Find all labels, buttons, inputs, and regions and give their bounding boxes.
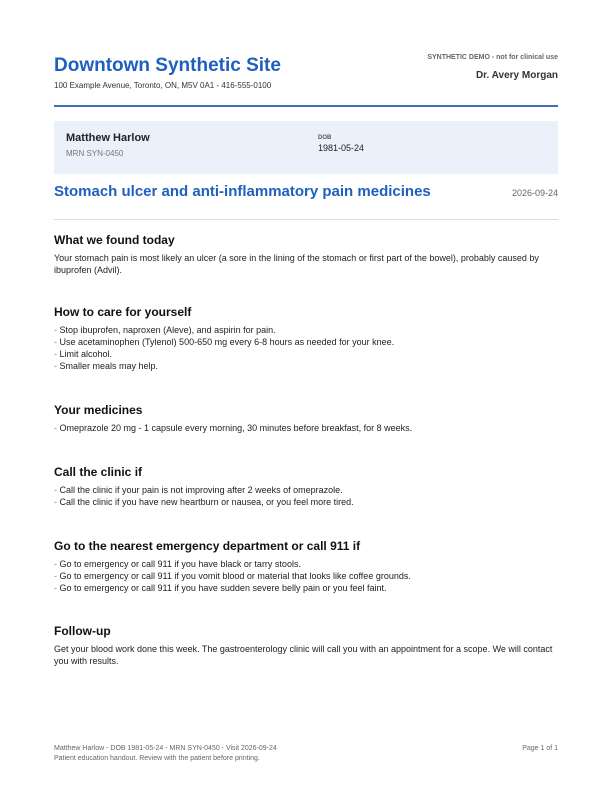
title-divider bbox=[54, 219, 558, 220]
bullet-dash: - bbox=[54, 497, 60, 507]
patient-info-box bbox=[54, 121, 558, 174]
bullet-dash: - bbox=[54, 423, 60, 433]
section-medicines bbox=[54, 403, 558, 434]
site-address: 100 Example Avenue, Toronto, ON, M5V 0A1 - 416-555-0100 bbox=[54, 81, 272, 90]
document-date: 2026-09-24 bbox=[511, 188, 558, 198]
list-item-text: Call the clinic if you have new heartburn or nausea, or you feel more tired. bbox=[59, 497, 354, 507]
list-item-text: Go to emergency or call 911 if you vomit blood or material that looks like coffee grounds. bbox=[59, 571, 411, 581]
bullet-dash: - bbox=[54, 361, 60, 371]
list-item-text: Go to emergency or call 911 if you have sudden severe belly pain or you feel faint. bbox=[59, 583, 387, 593]
section-heading: What we found today bbox=[54, 233, 175, 247]
list-item bbox=[54, 360, 558, 372]
bullet-dash: - bbox=[54, 559, 60, 569]
section-follow-up bbox=[54, 624, 558, 667]
list-item bbox=[54, 422, 558, 434]
bullet-dash: - bbox=[54, 325, 60, 335]
list-item-text: Call the clinic if your pain is not improving after 2 weeks of omeprazole. bbox=[59, 485, 343, 495]
bullet-dash: - bbox=[54, 349, 60, 359]
section-heading: Follow-up bbox=[54, 624, 111, 638]
emergency-list bbox=[54, 558, 558, 594]
doctor-name: Dr. Avery Morgan bbox=[475, 70, 558, 81]
list-item-text: Use acetaminophen (Tylenol) 500-650 mg every 6-8 hours as needed for your knee. bbox=[59, 337, 395, 347]
section-self-care bbox=[54, 305, 558, 372]
footer-patient-line: Matthew Harlow - DOB 1981-05-24 - MRN SYN-0450 - Visit 2026-09-24 bbox=[54, 745, 277, 752]
medicine-list bbox=[54, 422, 558, 434]
care-list bbox=[54, 324, 558, 372]
section-heading: Your medicines bbox=[54, 403, 143, 417]
list-item-text: Limit alcohol. bbox=[59, 349, 113, 359]
list-item bbox=[54, 324, 558, 336]
list-item bbox=[54, 558, 558, 570]
list-item-text: Omeprazole 20 mg - 1 capsule every morning, 30 minutes before breakfast, for 8 weeks. bbox=[59, 423, 413, 433]
page-number: Page 1 of 1 bbox=[522, 745, 558, 752]
section-text: Get your blood work done this week. The gastroenterology clinic will call you with an appointment for a scope. We will contact you with results. bbox=[54, 644, 553, 666]
list-item-text: Go to emergency or call 911 if you have black or tarry stools. bbox=[59, 559, 301, 569]
bullet-dash: - bbox=[54, 337, 60, 347]
section-heading: Call the clinic if bbox=[54, 465, 143, 479]
list-item bbox=[54, 484, 558, 496]
section-what-we-found bbox=[54, 233, 558, 276]
document-title: Stomach ulcer and anti-inflammatory pain medicines bbox=[54, 183, 431, 200]
list-item-text: Stop ibuprofen, naproxen (Aleve), and aspirin for pain. bbox=[59, 325, 276, 335]
footer-note: Patient education handout. Review with the patient before printing. bbox=[54, 755, 260, 762]
header-divider bbox=[54, 105, 558, 107]
dob-label: DOB bbox=[318, 135, 332, 141]
bullet-dash: - bbox=[54, 583, 60, 593]
call-clinic-list bbox=[54, 484, 558, 508]
list-item bbox=[54, 570, 558, 582]
patient-name: Matthew Harlow bbox=[66, 132, 150, 144]
section-text: Your stomach pain is most likely an ulcer (a sore in the lining of the stomach or first part of the bowel), probably caused by ibuprofen (Advil). bbox=[54, 253, 539, 275]
section-heading: Go to the nearest emergency department or call 911 if bbox=[54, 539, 361, 553]
list-item bbox=[54, 582, 558, 594]
section-emergency bbox=[54, 539, 558, 594]
demo-disclaimer: SYNTHETIC DEMO - not for clinical use bbox=[427, 54, 558, 61]
footer-info bbox=[54, 744, 277, 764]
site-name: Downtown Synthetic Site bbox=[54, 55, 281, 76]
list-item bbox=[54, 348, 558, 360]
bullet-dash: - bbox=[54, 571, 60, 581]
list-item-text: Smaller meals may help. bbox=[59, 361, 159, 371]
bullet-dash: - bbox=[54, 485, 60, 495]
section-heading: How to care for yourself bbox=[54, 305, 192, 319]
section-call-clinic bbox=[54, 465, 558, 508]
list-item bbox=[54, 496, 558, 508]
patient-mrn: MRN SYN-0450 bbox=[66, 149, 124, 158]
dob-value: 1981-05-24 bbox=[318, 143, 365, 153]
list-item bbox=[54, 336, 558, 348]
